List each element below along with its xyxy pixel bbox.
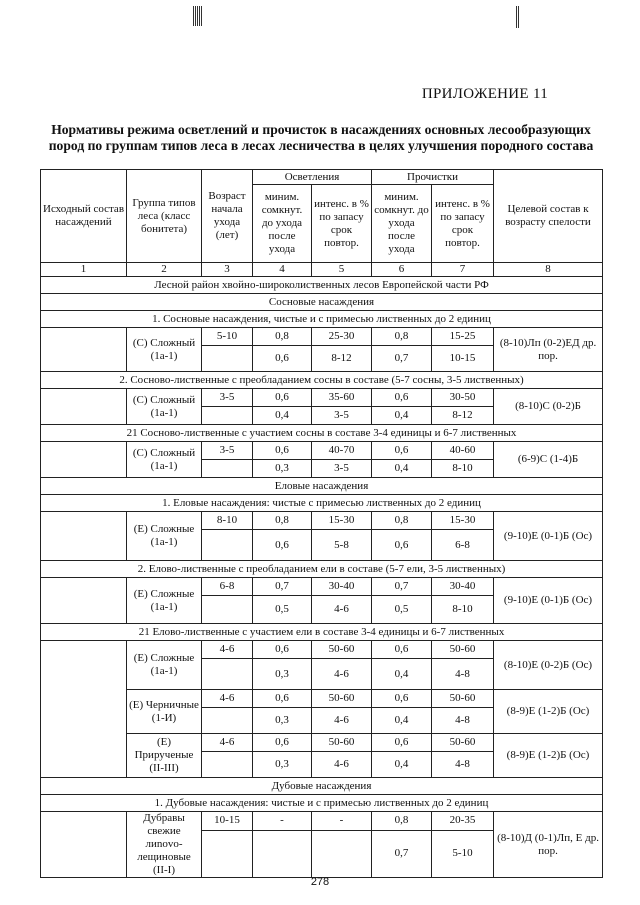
cell-empty [202,830,253,877]
cell-target: (8-10)Д (0-1)Лп, Е др. пор. [494,812,603,878]
cell-start-age: 5-10 [202,328,253,346]
cell-empty [41,328,127,372]
table-row [41,389,603,407]
cell-value: 4-6 [312,708,372,734]
cell-value: 0,5 [253,596,312,624]
subsection-heading: 1. Еловые насаждения: чистые с примесью лиственных до 2 единиц [41,495,603,512]
cell-value: 0,6 [253,346,312,372]
header-pr-min-density: миним. сомкнут. до ухода после ухода [372,185,432,263]
cell-value: 30-50 [432,389,494,407]
cell-value: 0,7 [372,578,432,596]
cell-value: 0,6 [253,530,312,561]
cell-value: 20-35 [432,812,494,831]
cell-value: 0,6 [253,641,312,659]
cell-value: 8-10 [432,460,494,478]
cell-empty [41,578,127,624]
cell-value: 15-30 [432,512,494,530]
cell-value: 30-40 [312,578,372,596]
cell-start-age: 3-5 [202,442,253,460]
subsection-heading: 2. Елово-лиственные с преобладанием ели в составе (5-7 ели, 3-5 лиственных) [41,561,603,578]
cell-value: 0,5 [372,596,432,624]
cell-value: 0,6 [372,442,432,460]
cell-value: 10-15 [432,346,494,372]
header-forest-type-group: Группа типов леса (класс бонитета) [127,170,202,263]
cell-value: 50-60 [432,641,494,659]
cell-value: 15-25 [432,328,494,346]
cell-value: 5-8 [312,530,372,561]
cell-target: (8-10)С (0-2)Б [494,389,603,425]
column-numbers-row [41,263,603,277]
section-heading-spruce: Еловые насаждения [41,478,603,495]
barcode-mark-right [516,6,519,28]
section-heading-oak: Дубовые насаждения [41,778,603,795]
cell-forest-type: (Е) Прирученые (II-III) [127,734,202,778]
cell-value: 50-60 [312,641,372,659]
column-number: 3 [202,263,253,277]
norms-table [40,169,603,878]
cell-value: 50-60 [432,690,494,708]
cell-value: 8-10 [432,596,494,624]
cell-value: 40-70 [312,442,372,460]
cell-target: (6-9)С (1-4)Б [494,442,603,478]
column-number: 1 [41,263,127,277]
cell-value: 50-60 [312,690,372,708]
cell-empty [41,812,127,878]
cell-value: 0,3 [253,460,312,478]
cell-value: - [312,812,372,831]
cell-value: 0,3 [253,708,312,734]
cell-value: 0,3 [253,659,312,690]
cell-value: 4-6 [312,596,372,624]
cell-target: (9-10)Е (0-1)Б (Ос) [494,512,603,561]
subsection-heading: 21 Сосново-лиственные с участием сосны в составе 3-4 единицы и 6-7 лиственных [41,425,603,442]
cell-value: 0,7 [253,578,312,596]
cell-value: 4-8 [432,708,494,734]
document-title: Нормативы режима осветлений и прочисток в насаждениях основных лесообразующих пород по группам типов леса в лесах лесничества в целях улучшения породного состава [48,122,594,153]
cell-value: 0,4 [372,659,432,690]
cell-forest-type: (Е) Черничные (1-И) [127,690,202,734]
cell-empty [202,708,253,734]
header-osv-min-density: миним. сомкнут. до ухода после ухода [253,185,312,263]
cell-value: 0,4 [372,407,432,425]
cell-value: 0,6 [372,734,432,752]
cell-forest-type: (Е) Сложные (1а-1) [127,641,202,690]
cell-value: 4-6 [312,659,372,690]
cell-value: 6-8 [432,530,494,561]
cell-forest-type: (С) Сложный (1а-1) [127,389,202,425]
table-row [41,641,603,659]
table-row [41,512,603,530]
cell-value: 0,6 [253,389,312,407]
cell-value: 0,6 [253,690,312,708]
cell-value: 0,6 [372,530,432,561]
cell-value: 50-60 [312,734,372,752]
cell-value: 50-60 [432,734,494,752]
cell-start-age: 3-5 [202,389,253,407]
table-row [41,812,603,831]
cell-target: (8-9)Е (1-2)Б (Ос) [494,690,603,734]
cell-empty [253,830,312,877]
cell-forest-type: (С) Сложный (1а-1) [127,328,202,372]
cell-empty [41,512,127,561]
cell-empty [41,641,127,778]
cell-value: 0,7 [372,830,432,877]
cell-value: 0,4 [372,460,432,478]
cell-value: 0,8 [253,512,312,530]
cell-start-age: 4-6 [202,734,253,752]
cell-value: 30-40 [432,578,494,596]
subsection-heading: 1. Сосновые насаждения, чистые и с примесью лиственных до 2 единиц [41,311,603,328]
cell-value: 40-60 [432,442,494,460]
cell-empty [312,830,372,877]
subsection-heading: 2. Сосново-лиственные с преобладанием сосны в составе (5-7 сосны, 3-5 лиственных) [41,372,603,389]
header-group-prochistki: Прочистки [372,170,494,185]
table-row [41,328,603,346]
cell-value: 8-12 [312,346,372,372]
cell-value: 0,8 [372,512,432,530]
header-pr-intensity: интенс. в % по запасу срок повтор. [432,185,494,263]
cell-value: 15-30 [312,512,372,530]
subsection-heading: 1. Дубовые насаждения: чистые и с примесью лиственных до 2 единиц [41,795,603,812]
column-number: 2 [127,263,202,277]
cell-forest-type: (Е) Сложные (1а-1) [127,578,202,624]
cell-start-age: 4-6 [202,690,253,708]
cell-value: 25-30 [312,328,372,346]
cell-value: 3-5 [312,407,372,425]
table-row [41,578,603,596]
header-initial-composition: Исходный состав насаждений [41,170,127,263]
cell-value: 0,8 [372,812,432,831]
column-number: 5 [312,263,372,277]
cell-empty [202,596,253,624]
cell-value: 4-8 [432,752,494,778]
cell-empty [202,460,253,478]
cell-value: 0,4 [372,752,432,778]
page-number: 278 [310,876,330,888]
cell-value: 5-10 [432,830,494,877]
cell-value: 35-60 [312,389,372,407]
region-heading: Лесной район хвойно-широколиственных лесов Европейской части РФ [41,277,603,294]
cell-value: 0,6 [372,641,432,659]
column-number: 4 [253,263,312,277]
cell-value: 0,8 [372,328,432,346]
column-number: 6 [372,263,432,277]
section-heading-pine: Сосновые насаждения [41,294,603,311]
cell-target: (8-10)Лп (0-2)ЕД др. пор. [494,328,603,372]
cell-value: 0,6 [253,734,312,752]
cell-empty [202,407,253,425]
cell-value: 0,6 [372,389,432,407]
cell-value: 0,4 [372,708,432,734]
appendix-label: ПРИЛОЖЕНИЕ 11 [421,86,548,102]
cell-forest-type: Дубравы свежие лиnovo-лещиновые (II-I) [127,812,202,878]
cell-value: 0,6 [372,690,432,708]
header-start-age: Возраст начала ухода (лет) [202,170,253,263]
cell-start-age: 8-10 [202,512,253,530]
cell-value: 8-12 [432,407,494,425]
cell-forest-type: (С) Сложный (1а-1) [127,442,202,478]
cell-start-age: 4-6 [202,641,253,659]
cell-start-age: 10-15 [202,812,253,831]
cell-empty [202,752,253,778]
cell-empty [202,346,253,372]
header-target-composition: Целевой состав к возрасту спелости [494,170,603,263]
cell-target: (8-10)Е (0-2)Б (Ос) [494,641,603,690]
column-number: 7 [432,263,494,277]
subsection-heading: 21 Елово-лиственные с участием ели в составе 3-4 единицы и 6-7 лиственных [41,624,603,641]
table-row [41,442,603,460]
column-number: 8 [494,263,603,277]
cell-target: (8-9)Е (1-2)Б (Ос) [494,734,603,778]
cell-forest-type: (Е) Сложные (1а-1) [127,512,202,561]
cell-value: 0,6 [253,442,312,460]
cell-value: 4-6 [312,752,372,778]
cell-value: - [253,812,312,831]
header-osv-intensity: интенс. в % по запасу срок повтор. [312,185,372,263]
cell-empty [41,442,127,478]
cell-empty [41,389,127,425]
cell-value: 0,4 [253,407,312,425]
cell-value: 0,3 [253,752,312,778]
cell-value: 0,8 [253,328,312,346]
cell-value: 4-8 [432,659,494,690]
cell-value: 3-5 [312,460,372,478]
cell-target: (9-10)Е (0-1)Б (Ос) [494,578,603,624]
cell-start-age: 6-8 [202,578,253,596]
scan-barcode-marks [0,6,640,28]
cell-empty [202,659,253,690]
cell-value: 0,7 [372,346,432,372]
header-group-osvetleniya: Осветления [253,170,372,185]
cell-empty [202,530,253,561]
barcode-mark-left [193,6,202,26]
